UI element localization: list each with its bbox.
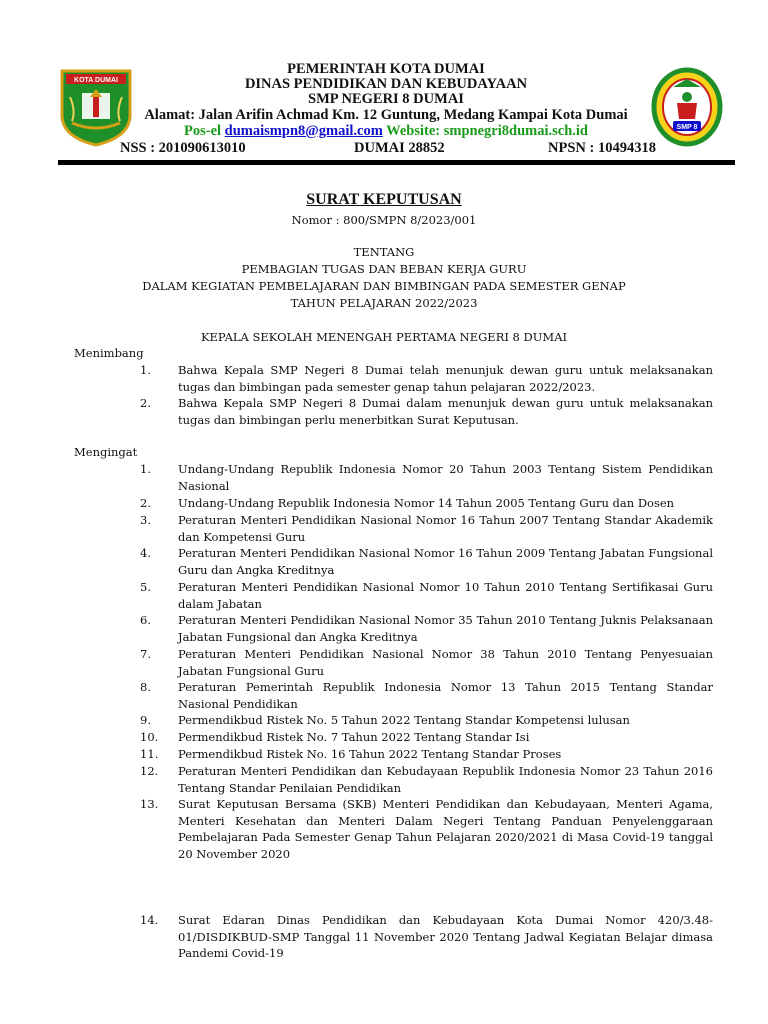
item-text: Peraturan Menteri Pendidikan Nasional Nomor 38 Tahun 2010 Tentang Penyesuaian Jabatan Fungsional Guru: [178, 647, 713, 678]
item-number: 14.: [140, 913, 159, 927]
mengingat-item: [140, 461, 713, 494]
item-text: Permendikbud Ristek No. 5 Tahun 2022 Tentang Standar Kompetensi lulusan: [178, 713, 630, 727]
item-number: 12.: [140, 764, 159, 778]
item-text: Peraturan Pemerintah Republik Indonesia Nomor 13 Tahun 2015 Tentang Standar Nasional Pendidikan: [178, 680, 713, 711]
mengingat-item: [140, 679, 713, 712]
menimbang-label: Menimbang: [74, 346, 144, 360]
item-text: Undang-Undang Republik Indonesia Nomor 20 Tahun 2003 Tentang Sistem Pendidikan Nasional: [178, 462, 713, 493]
item-text: Peraturan Menteri Pendidikan Nasional Nomor 16 Tahun 2009 Tentang Jabatan Fungsional Guru dan Angka Kreditnya: [178, 546, 713, 577]
logo-left-text: KOTA DUMAI: [74, 77, 118, 84]
item-text: Peraturan Menteri Pendidikan Nasional Nomor 35 Tahun 2010 Tentang Juknis Pelaksanaan Jabatan Fungsional dan Angka Kreditnya: [178, 613, 713, 644]
mengingat-item: [140, 646, 713, 679]
document-number: Nomor : 800/SMPN 8/2023/001: [291, 213, 477, 227]
email-link[interactable]: dumaismpn8@gmail.com: [224, 123, 383, 139]
menimbang-item: [140, 395, 713, 428]
item-text: Undang-Undang Republik Indonesia Nomor 14 Tahun 2005 Tentang Guru dan Dosen: [178, 496, 675, 510]
item-number: 6.: [140, 613, 151, 627]
item-text: Bahwa Kepala SMP Negeri 8 Dumai telah menunjuk dewan guru untuk melaksanakan tugas dan bimbingan pada semester genap tahun pelajaran 2022/2023.: [178, 363, 713, 394]
item-text: Permendikbud Ristek No. 7 Tahun 2022 Tentang Standar Isi: [178, 730, 530, 744]
nss-number: NSS : 201090613010: [120, 140, 246, 156]
mengingat-item: [140, 512, 713, 545]
item-number: 2.: [140, 396, 151, 410]
item-number: 13.: [140, 797, 159, 811]
contact-line: [120, 123, 652, 139]
item-number: 9.: [140, 713, 151, 727]
tentang-label: TENTANG: [353, 245, 415, 259]
item-number: 2.: [140, 496, 151, 510]
issuer-line: KEPALA SEKOLAH MENENGAH PERTAMA NEGERI 8 DUMAI: [200, 330, 568, 344]
letterhead: [120, 62, 652, 139]
item-number: 1.: [140, 363, 151, 377]
mengingat-item: [140, 763, 713, 796]
agency-name: DINAS PENDIDIKAN DAN KEBUDAYAAN: [244, 76, 528, 92]
registration-row: [120, 140, 680, 158]
subject-line-1: PEMBAGIAN TUGAS DAN BEBAN KERJA GURU: [241, 262, 527, 276]
subject-line-2: DALAM KEGIATAN PEMBELAJARAN DAN BIMBINGAN PADA SEMESTER GENAP: [142, 279, 626, 293]
subject-line-3: TAHUN PELAJARAN 2022/2023: [290, 296, 478, 310]
mengingat-item: [140, 612, 713, 645]
item-number: 1.: [140, 462, 151, 476]
mengingat-item: [140, 579, 713, 612]
item-text: Peraturan Menteri Pendidikan Nasional Nomor 16 Tahun 2007 Tentang Standar Akademik dan Kompetensi Guru: [178, 513, 713, 544]
school-name: SMP NEGERI 8 DUMAI: [308, 91, 464, 107]
item-text: Bahwa Kepala SMP Negeri 8 Dumai dalam menunjuk dewan guru untuk melaksanakan tugas dan bimbingan perlu menerbitkan Surat Keputusan.: [178, 396, 713, 427]
menimbang-item: [140, 362, 713, 395]
item-number: 5.: [140, 580, 151, 594]
item-text: Surat Edaran Dinas Pendidikan dan Kebudayaan Kota Dumai Nomor 420/3.48-01/DISDIKBUD-SMP Tanggal 11 November 2020 Tentang Jadwal Kegiatan Belajar dimasa Pandemi Covid-19: [178, 913, 713, 960]
header-divider: [58, 160, 735, 165]
item-number: 4.: [140, 546, 151, 560]
mengingat-item: [140, 545, 713, 578]
item-number: 11.: [140, 747, 159, 761]
mengingat-label: Mengingat: [74, 445, 138, 459]
item-number: 10.: [140, 730, 159, 744]
mengingat-item: [140, 495, 713, 512]
mengingat-item: [140, 729, 713, 746]
mengingat-item: [140, 712, 713, 729]
item-text: Permendikbud Ristek No. 16 Tahun 2022 Tentang Standar Proses: [178, 747, 562, 761]
website-text: smpnegri8dumai.sch.id: [443, 123, 588, 139]
item-number: 7.: [140, 647, 151, 661]
mengingat-item: [140, 796, 713, 862]
item-number: 8.: [140, 680, 151, 694]
gov-name: PEMERINTAH KOTA DUMAI: [287, 61, 485, 77]
email-label: Pos-el: [184, 123, 222, 139]
city-postcode: DUMAI 28852: [354, 140, 445, 156]
document-title: SURAT KEPUTUSAN: [306, 191, 462, 208]
item-number: 3.: [140, 513, 151, 527]
item-text: Surat Keputusan Bersama (SKB) Menteri Pendidikan dan Kebudayaan, Menteri Agama, Menteri Kesehatan dan Menteri Dalam Negeri Tentang Panduan Penyelenggaraan Pembelajaran Pada Semester Genap Tahun Pelajaran 2020/2021 di Masa Covid-19 tanggal 20 November 2020: [178, 797, 713, 861]
logo-right-text: SMP 8: [676, 124, 698, 131]
mengingat-item: [140, 746, 713, 763]
npsn-number: NPSN : 10494318: [548, 140, 656, 156]
item-text: Peraturan Menteri Pendidikan dan Kebudayaan Republik Indonesia Nomor 23 Tahun 2016 Tentang Standar Penilaian Pendidikan: [178, 764, 713, 795]
school-address: Alamat: Jalan Arifin Achmad Km. 12 Guntung, Medang Kampai Kota Dumai: [144, 107, 628, 123]
item-text: Peraturan Menteri Pendidikan Nasional Nomor 10 Tahun 2010 Tentang Sertifikasai Guru dalam Jabatan: [178, 580, 713, 611]
website-label: Website:: [386, 123, 441, 139]
mengingat-item: [140, 912, 713, 962]
